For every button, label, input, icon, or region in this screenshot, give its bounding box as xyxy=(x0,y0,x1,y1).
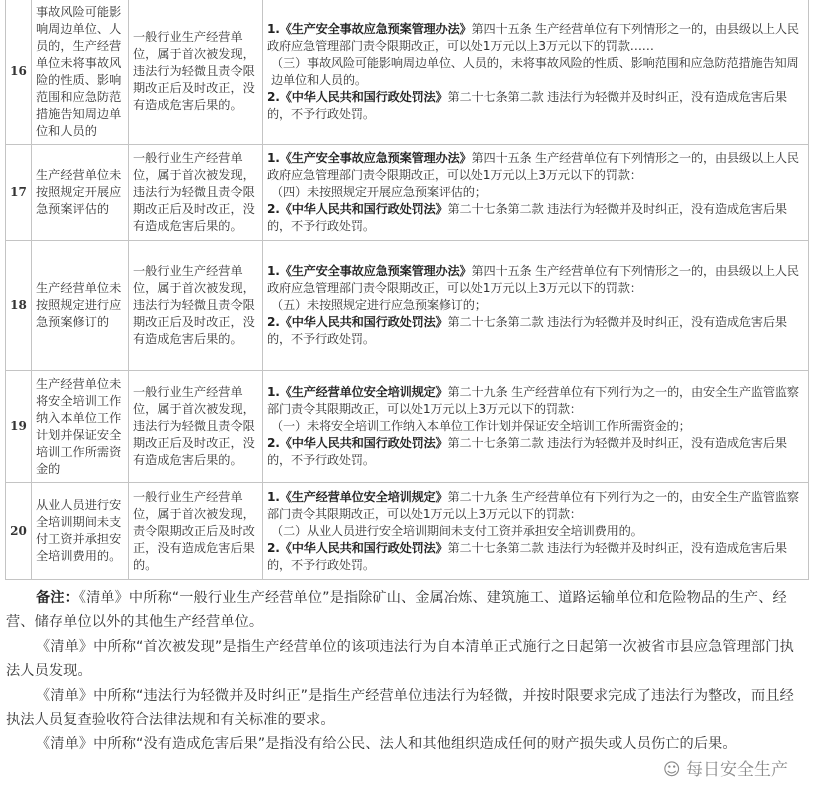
law-text: 第四十五条 生产经营单位有下列情形之一的，由县级以上人民政府应急管理部门责令限期改正，可以处1万元以上3万元以下的罚款…… xyxy=(267,21,799,53)
law-text: 第二十九条 生产经营单位有下列行为之一的，由安全生产监管监察部门责令其限期改正，可以处1万元以上3万元以下的罚款： xyxy=(267,385,799,416)
law-clause xyxy=(267,297,804,314)
law-clause xyxy=(267,418,804,435)
exemption-condition: 一般行业生产经营单位，属于首次被发现，违法行为轻微且责令限期改正后及时改正，没有造成危害后果的。 xyxy=(129,371,263,483)
table-row xyxy=(6,145,809,241)
law-text: 第二十九条 生产经营单位有下列行为之一的，由安全生产监管监察部门责令其限期改正，可以处1万元以上3万元以下的罚款： xyxy=(267,489,799,521)
law-title: 1.《生产安全事故应急预案管理办法》 xyxy=(267,21,472,36)
law-title: 1.《生产经营单位安全培训规定》 xyxy=(267,385,448,399)
row-number: 16 xyxy=(6,0,32,145)
law-clause xyxy=(267,435,804,469)
law-text: 第二十七条第二款 违法行为轻微并及时纠正，没有造成危害后果的，不予行政处罚。 xyxy=(267,540,787,572)
law-text: （一）未将安全培训工作纳入本单位工作计划并保证安全培训工作所需资金的； xyxy=(271,419,691,433)
law-text: 第四十五条 生产经营单位有下列情形之一的，由县级以上人民政府应急管理部门责令限期改正，可以处1万元以上3万元以下的罚款： xyxy=(267,151,799,182)
row-number: 20 xyxy=(6,483,32,580)
table-row xyxy=(6,371,809,483)
law-clause xyxy=(267,263,804,297)
violation-item: 从业人员进行安全培训期间未支付工资并承担安全培训费用的。 xyxy=(32,483,129,580)
law-clause xyxy=(267,21,804,55)
law-clause xyxy=(267,89,804,123)
row-number: 19 xyxy=(6,371,32,483)
note-paragraph: 《清单》中所称“没有造成危害后果”是指没有给公民、法人和其他组织造成任何的财产损失或人员伤亡的后果。 xyxy=(36,736,737,753)
notes-section xyxy=(6,586,806,757)
legal-basis xyxy=(263,371,809,483)
watermark-text: 每日安全生产 xyxy=(686,759,788,780)
violation-item: 事故风险可能影响周边单位、人员的，生产经营单位未将事故风险的性质、影响范围和应急防范措施告知周边单位和人员的 xyxy=(32,0,129,145)
violation-item: 生产经营单位未将安全培训工作纳入本单位工作计划并保证安全培训工作所需资金的 xyxy=(32,371,129,483)
notes-label: 备注： xyxy=(36,590,79,606)
table-row xyxy=(6,0,809,145)
watermark xyxy=(5,759,788,781)
exemption-condition: 一般行业生产经营单位，属于首次被发现，责令限期改正后及时改正，没有造成危害后果的。 xyxy=(129,483,263,580)
exemption-condition: 一般行业生产经营单位，属于首次被发现，违法行为轻微且责令限期改正后及时改正，没有造成危害后果的。 xyxy=(129,145,263,241)
violation-item: 生产经营单位未按照规定开展应急预案评估的 xyxy=(32,145,129,241)
violation-table xyxy=(5,0,809,580)
law-text: 第四十五条 生产经营单位有下列情形之一的，由县级以上人民政府应急管理部门责令限期改正，可以处1万元以上3万元以下的罚款： xyxy=(267,264,799,295)
law-text: 第二十七条第二款 违法行为轻微并及时纠正，没有造成危害后果的，不予行政处罚。 xyxy=(267,202,787,233)
law-clause xyxy=(267,314,804,348)
note-paragraph: 《清单》中所称“违法行为轻微并及时纠正”是指生产经营单位违法行为轻微，并按时限要求完成了违法行为整改，而且经执法人员复查验收符合法律法规和有关标准的要求。 xyxy=(6,687,794,729)
note-paragraph xyxy=(6,586,806,635)
law-title: 1.《生产经营单位安全培训规定》 xyxy=(267,489,448,504)
law-text: 第二十七条第二款 违法行为轻微并及时纠正，没有造成危害后果的，不予行政处罚。 xyxy=(267,315,787,346)
law-title: 2.《中华人民共和国行政处罚法》 xyxy=(267,315,448,329)
legal-basis xyxy=(263,241,809,371)
violation-item: 生产经营单位未按照规定进行应急预案修订的 xyxy=(32,241,129,371)
law-title: 2.《中华人民共和国行政处罚法》 xyxy=(267,436,448,450)
law-clause xyxy=(267,384,804,418)
law-text: （二）从业人员进行安全培训期间未支付工资并承担安全培训费用的。 xyxy=(271,523,643,538)
law-clause xyxy=(267,201,804,235)
law-title: 1.《生产安全事故应急预案管理办法》 xyxy=(267,151,472,165)
legal-basis xyxy=(263,145,809,241)
legal-basis xyxy=(263,0,809,145)
law-text: （四）未按照规定开展应急预案评估的； xyxy=(271,185,487,199)
law-title: 2.《中华人民共和国行政处罚法》 xyxy=(267,540,448,555)
law-clause xyxy=(267,150,804,184)
table-row xyxy=(6,241,809,371)
law-clause xyxy=(267,489,804,523)
law-clause xyxy=(267,184,804,201)
note-paragraph: 《清单》中所称“首次被发现”是指生产经营单位的该项违法行为自本清单正式施行之日起第一次被省市县应急管理部门执法人员发现。 xyxy=(6,638,794,680)
law-title: 2.《中华人民共和国行政处罚法》 xyxy=(267,202,448,216)
law-clause xyxy=(267,523,804,540)
law-clause xyxy=(267,540,804,574)
exemption-condition: 一般行业生产经营单位，属于首次被发现，违法行为轻微且责令限期改正后及时改正，没有造成危害后果的。 xyxy=(129,0,263,145)
row-number: 17 xyxy=(6,145,32,241)
row-number: 18 xyxy=(6,241,32,371)
law-text: 第二十七条第二款 违法行为轻微并及时纠正，没有造成危害后果的，不予行政处罚。 xyxy=(267,89,787,121)
legal-basis xyxy=(263,483,809,580)
table-row xyxy=(6,483,809,580)
exemption-condition: 一般行业生产经营单位，属于首次被发现，违法行为轻微且责令限期改正后及时改正，没有造成危害后果的。 xyxy=(129,241,263,371)
law-title: 1.《生产安全事故应急预案管理办法》 xyxy=(267,264,472,278)
law-title: 2.《中华人民共和国行政处罚法》 xyxy=(267,89,448,104)
note-text: 《清单》中所称“一般行业生产经营单位”是指除矿山、金属冶炼、建筑施工、道路运输单位和危险物品的生产、经营、储存单位以外的其他生产经营单位。 xyxy=(6,590,787,631)
law-text: （五）未按照规定进行应急预案修订的； xyxy=(271,298,487,312)
law-clause xyxy=(267,55,804,89)
law-text: （三）事故风险可能影响周边单位、人员的，未将事故风险的性质、影响范围和应急防范措施告知周边单位和人员的。 xyxy=(271,55,799,87)
law-text: 第二十七条第二款 违法行为轻微并及时纠正，没有造成危害后果的，不予行政处罚。 xyxy=(267,436,787,467)
wechat-icon: ☺ xyxy=(662,759,681,780)
